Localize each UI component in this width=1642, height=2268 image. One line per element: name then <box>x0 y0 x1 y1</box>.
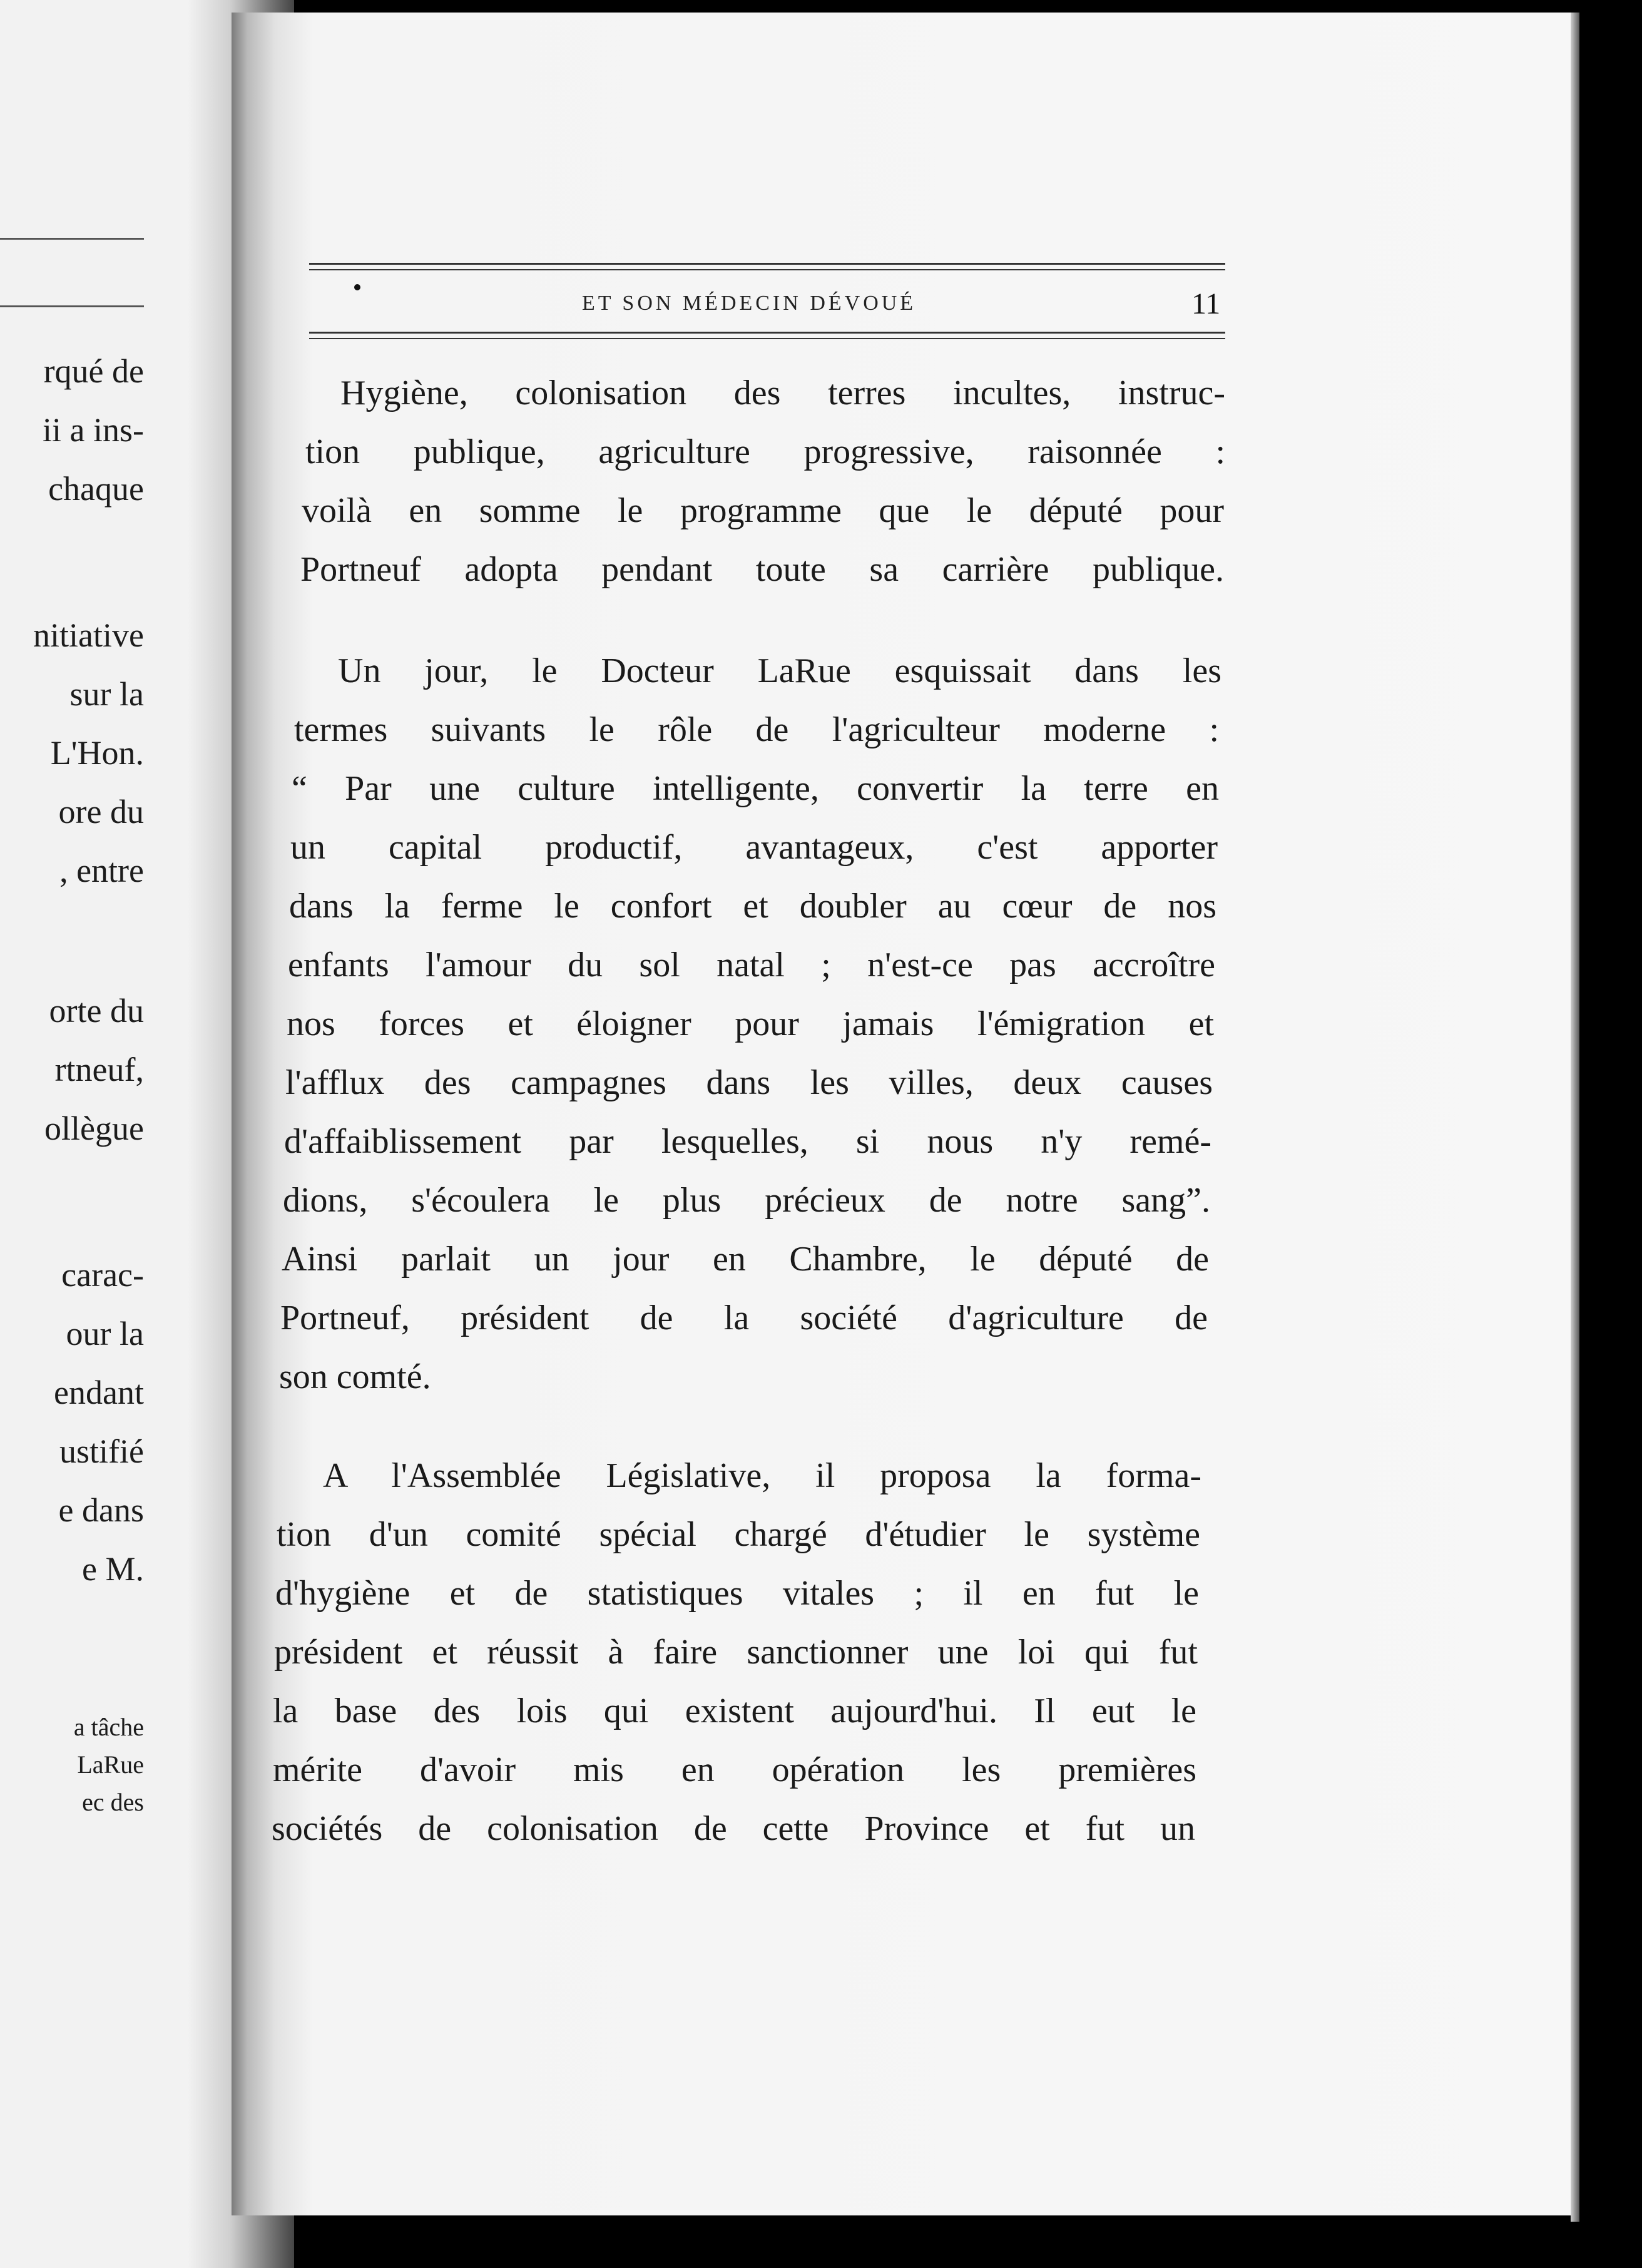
text-line: tion d'un comité spécial chargé d'étudier le système <box>277 1515 1200 1554</box>
previous-page-header-rule <box>0 305 144 307</box>
text-line: voilà en somme le programme que le député pour <box>302 491 1224 530</box>
previous-page-line: rqué de <box>43 352 144 390</box>
previous-page-line: orte du <box>49 992 144 1029</box>
header-rule-top-thin <box>309 269 1225 270</box>
text-line: d'hygiène et de statistiques vitales ; il en fut le <box>275 1574 1199 1613</box>
previous-page-line: nitiative <box>33 616 144 654</box>
previous-page-line: our la <box>66 1315 144 1352</box>
text-line: Un jour, le Docteur LaRue esquissait dans les <box>338 651 1221 690</box>
previous-page-line: carac- <box>61 1256 144 1294</box>
text-line: termes suivants le rôle de l'agriculteur moderne : <box>294 710 1219 749</box>
text-line: un capital productif, avantageux, c'est apporter <box>290 828 1218 867</box>
previous-page-footnote-line: ec des <box>82 1788 144 1816</box>
header-ornament-dot <box>354 284 360 290</box>
header-rule-bottom-thin <box>309 338 1225 339</box>
text-line: A l'Assemblée Législative, il proposa la forma- <box>323 1456 1201 1495</box>
previous-page-line: ollègue <box>44 1110 144 1147</box>
previous-page-line: sur la <box>69 675 144 713</box>
previous-page-line: rtneuf, <box>54 1051 144 1088</box>
text-line: dans la ferme le confort et doubler au cœur de nos <box>289 887 1216 926</box>
page-number: 11 <box>1191 287 1221 320</box>
text-line: président et réussit à faire sanctionner une loi qui fut <box>274 1633 1198 1672</box>
text-line: la base des lois qui existent aujourd'hui. Il eut le <box>273 1692 1196 1730</box>
header-rule-top <box>309 263 1225 265</box>
text-line: d'affaiblissement par lesquelles, si nous n'y remé- <box>284 1122 1211 1161</box>
running-head: ET SON MÉDECIN DÉVOUÉ <box>582 292 917 315</box>
text-line: mérite d'avoir mis en opération les premières <box>273 1750 1196 1789</box>
previous-page-footnote-line: a tâche <box>73 1713 144 1741</box>
page-edge-shadow <box>1571 13 1579 2222</box>
previous-page-line: , entre <box>59 852 144 889</box>
previous-page-header-rule <box>0 238 144 240</box>
text-line: Ainsi parlait un jour en Chambre, le député de <box>282 1240 1209 1279</box>
header-rule-bottom <box>309 332 1225 334</box>
text-line: l'afflux des campagnes dans les villes, deux causes <box>285 1063 1213 1102</box>
previous-page-line: e M. <box>82 1550 144 1588</box>
previous-page-line: ore du <box>58 793 144 830</box>
text-line: Portneuf, président de la société d'agriculture de <box>280 1299 1208 1337</box>
previous-page-line: chaque <box>48 470 144 508</box>
text-line: Hygiène, colonisation des terres incultes, instruc- <box>340 374 1225 412</box>
previous-page-line: ii a ins- <box>43 411 144 449</box>
text-line: nos forces et éloigner pour jamais l'émigration et <box>287 1004 1214 1043</box>
text-line: enfants l'amour du sol natal ; n'est-ce pas accroître <box>288 946 1215 984</box>
text-line: dions, s'écoulera le plus précieux de notre sang”. <box>283 1181 1210 1220</box>
text-line: Portneuf adopta pendant toute sa carrière publique. <box>300 550 1224 589</box>
text-line: sociétés de colonisation de cette Province et fut un <box>272 1809 1195 1848</box>
text-line: tion publique, agriculture progressive, raisonnée : <box>305 432 1225 471</box>
previous-page-line: L'Hon. <box>50 734 144 772</box>
previous-page-footnote-line: LaRue <box>77 1750 144 1779</box>
text-line: son comté. <box>279 1357 431 1396</box>
text-line: “ Par une culture intelligente, convertir la terre en <box>292 769 1219 808</box>
book-page <box>232 13 1571 2215</box>
previous-page-line: ustifié <box>59 1433 144 1470</box>
previous-page-line: e dans <box>58 1491 144 1529</box>
previous-page-line: endant <box>54 1374 144 1411</box>
